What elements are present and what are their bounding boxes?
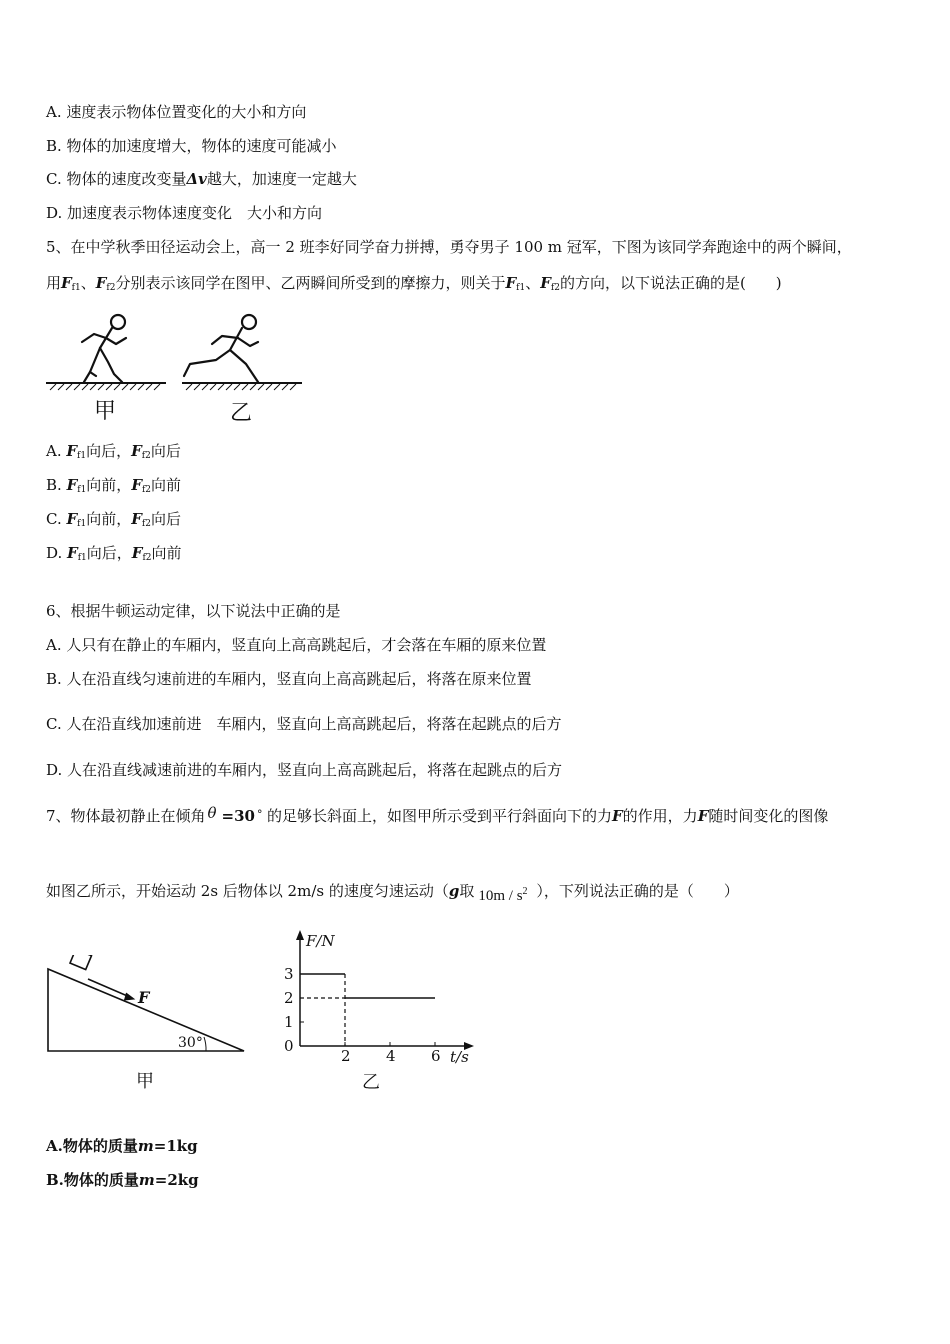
f1-subscript: f1 [71, 283, 81, 293]
runners-figure [44, 310, 306, 428]
f1-subscript: f1 [77, 451, 87, 461]
angle-label: 30° [178, 1035, 203, 1051]
force-symbol: F [697, 807, 709, 825]
f2-direction: 向后 [150, 442, 181, 460]
q5-stem-line2 [46, 273, 782, 298]
f1-direction: 向后， [86, 544, 132, 562]
f2-subscript: f2 [141, 485, 152, 495]
caption-jia: 甲 [94, 399, 117, 424]
f-symbol: F [95, 274, 107, 292]
f-symbol: F [66, 442, 78, 460]
option-text: B.物体的质量 [46, 1171, 139, 1189]
chart-marks [284, 965, 441, 1065]
f-symbol: F [131, 544, 143, 562]
q5-stem-line1: 5、在中学秋季田径运动会上，高一 2 班李好同学奋力拼搏，勇夺男子 100 m 冠军，下图为该同学奔跑途中的两个瞬间， [46, 238, 852, 256]
q7-text: 随时间变化的图像 [708, 807, 829, 825]
g-value [478, 882, 527, 906]
f-symbol: F [61, 274, 72, 292]
y-tick-label: 1 [284, 1013, 294, 1031]
q7-stem-line2 [46, 881, 739, 904]
force-label: F [138, 988, 150, 1007]
option-letter: B. [46, 476, 62, 494]
runner-jia [82, 315, 126, 382]
q6-option-d: D. 人在沿直线减速前进的车厢内，竖直向上高高跳起后，将落在起跳点的后方 [46, 761, 563, 779]
theta-symbol: θ [207, 804, 217, 822]
q5-text: 用 [46, 274, 62, 292]
f1-subscript: f1 [516, 283, 526, 293]
origin-label: 0 [284, 1037, 294, 1055]
g-symbol: g [448, 882, 460, 900]
f1-direction: 向前， [86, 510, 132, 528]
q7-text: 的作用，力 [622, 807, 698, 825]
ground-yi [182, 383, 302, 390]
caption-incline: 甲 [136, 1071, 154, 1092]
f2-subscript: f2 [141, 451, 151, 461]
q4-option-c-pre: C. 物体的速度改变量 [46, 170, 187, 188]
mass-value: =2kg [154, 1171, 199, 1189]
f1-subscript: f1 [77, 519, 87, 529]
q7-text: ），下列说法正确的是（ ） [536, 882, 739, 900]
separator: 、 [525, 274, 541, 292]
g-unit-exponent: 2 [522, 886, 528, 897]
option-letter: C. [46, 510, 62, 528]
f2-direction: 向前 [151, 544, 182, 562]
q6-option-b: B. 人在沿直线匀速前进的车厢内，竖直向上高高跳起后，将落在原来位置 [46, 670, 532, 688]
f-symbol: F [505, 274, 517, 292]
q5-option-d [46, 543, 182, 568]
option-text: A.物体的质量 [46, 1137, 138, 1155]
caption-yi: 乙 [230, 401, 253, 426]
f2-direction: 向后 [150, 510, 181, 528]
mass-symbol: m [138, 1171, 155, 1189]
f-symbol: F [131, 510, 142, 528]
f2-subscript: f2 [141, 519, 151, 529]
mass-value: =1kg [153, 1137, 198, 1155]
force-time-chart [278, 928, 488, 1093]
q5-text: 分别表示该同学在图甲、乙两瞬间所受到的摩擦力，则关于 [115, 274, 506, 292]
y-axis-arrow [296, 930, 304, 940]
angle-value: =30 [221, 807, 255, 825]
degree-symbol: ° [257, 808, 263, 821]
q7-text: 7、物体最初静止在倾角 [46, 807, 206, 825]
x-tick-label: 2 [341, 1047, 351, 1065]
f-symbol: F [67, 544, 78, 562]
q6-option-a: A. 人只有在静止的车厢内，竖直向上高高跳起后，才会落在车厢的原来位置 [46, 636, 547, 654]
f1-direction: 向前， [86, 476, 132, 494]
q7-text: 取 [459, 882, 475, 900]
f-symbol: F [66, 510, 78, 528]
q6-stem: 6、根据牛顿运动定律，以下说法中正确的是 [46, 602, 341, 620]
option-letter: D. [46, 544, 63, 562]
x-tick-label: 6 [431, 1047, 441, 1065]
g-value-text: 10m / s [478, 888, 523, 904]
option-letter: A. [46, 442, 62, 460]
q7-text: 的足够长斜面上，如图甲所示受到平行斜面向下的力 [267, 807, 613, 825]
q7-stem-line1 [46, 806, 828, 826]
q5-option-b [46, 475, 181, 500]
force-arrowhead [124, 993, 134, 1000]
ground-jia [46, 383, 166, 390]
f2-subscript: f2 [106, 283, 116, 293]
incline-figure [44, 955, 254, 1095]
q5-option-a [46, 441, 181, 466]
f1-subscript: f1 [77, 553, 87, 563]
mass-symbol: m [137, 1137, 154, 1155]
y-axis-label: F/N [306, 932, 335, 950]
f1-direction: 向后， [86, 442, 132, 460]
q4-option-d: D. 加速度表示物体速度变化 大小和方向 [46, 204, 323, 222]
delta-v: Δv [186, 170, 207, 188]
y-tick-label: 3 [284, 965, 294, 983]
q4-option-c-post: 越大，加速度一定越大 [206, 170, 357, 188]
q7-option-b [46, 1170, 199, 1190]
f2-direction: 向前 [151, 476, 182, 494]
incline-triangle [48, 969, 244, 1051]
f-symbol: F [540, 274, 551, 292]
q5-option-c [46, 509, 181, 534]
q6-option-c: C. 人在沿直线加速前进 车厢内，竖直向上高高跳起后，将落在起跳点的后方 [46, 715, 562, 733]
f-symbol: F [131, 476, 142, 494]
force-symbol: F [612, 807, 623, 825]
runner-yi [184, 315, 258, 382]
f-symbol: F [131, 442, 142, 460]
q7-text: 如图乙所示，开始运动 2s 后物体以 2m/s 的速度匀速运动（ [46, 882, 449, 900]
y-tick-label: 2 [284, 989, 294, 1007]
x-axis-label: t/s [450, 1048, 469, 1066]
separator: 、 [80, 274, 96, 292]
f2-subscript: f2 [550, 283, 560, 293]
block [70, 955, 91, 970]
q7-option-a [46, 1136, 198, 1156]
q4-option-b: B. 物体的加速度增大，物体的速度可能减小 [46, 137, 337, 155]
q4-option-c [46, 169, 357, 189]
f2-subscript: f2 [142, 553, 152, 563]
angle-arc [204, 1037, 206, 1051]
caption-chart: 乙 [362, 1072, 380, 1093]
f-symbol: F [66, 476, 78, 494]
f1-subscript: f1 [77, 485, 87, 495]
x-tick-label: 4 [386, 1047, 396, 1065]
q4-option-a: A. 速度表示物体位置变化的大小和方向 [46, 103, 307, 121]
q5-text: 的方向，以下说法正确的是( ) [559, 274, 782, 292]
